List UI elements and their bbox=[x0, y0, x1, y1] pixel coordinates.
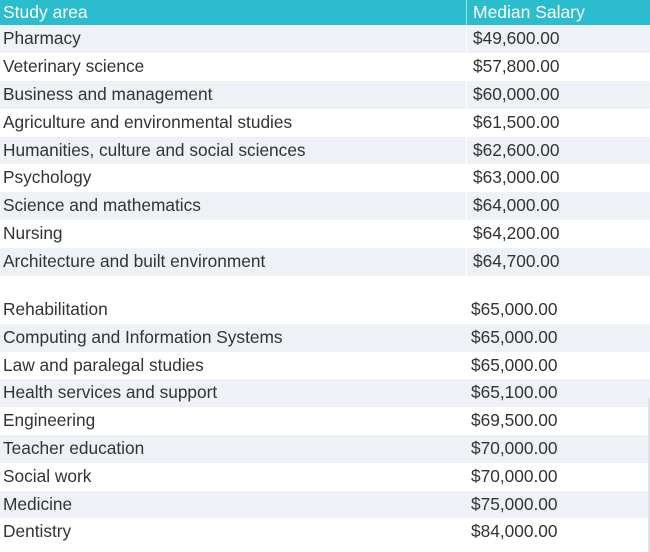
salary-cell: $64,000.00 bbox=[473, 195, 560, 216]
study-area-cell: Engineering bbox=[3, 410, 96, 431]
group-gap bbox=[0, 276, 650, 296]
salary-cell: $64,200.00 bbox=[473, 223, 560, 244]
column-divider bbox=[466, 137, 467, 165]
column-divider bbox=[466, 25, 467, 53]
study-area-cell: Nursing bbox=[3, 223, 63, 244]
salary-cell: $49,600.00 bbox=[473, 28, 560, 48]
study-area-cell: Agriculture and environmental studies bbox=[3, 111, 293, 132]
table-row bbox=[0, 379, 650, 407]
table-row bbox=[0, 164, 650, 192]
salary-cell: $70,000.00 bbox=[471, 438, 558, 458]
salary-cell: $84,000.00 bbox=[471, 521, 558, 542]
table-row bbox=[0, 435, 650, 463]
salary-cell: $61,500.00 bbox=[473, 111, 560, 132]
study-area-cell: Psychology bbox=[3, 167, 92, 188]
study-area-cell: Dentistry bbox=[3, 521, 72, 542]
table-body-group-1 bbox=[0, 25, 650, 276]
table-row bbox=[0, 518, 650, 546]
header-study-area: Study area bbox=[3, 2, 88, 22]
study-area-cell: Teacher education bbox=[3, 438, 145, 458]
study-area-cell: Humanities, culture and social sciences bbox=[3, 139, 306, 160]
salary-cell: $70,000.00 bbox=[471, 465, 558, 486]
salary-cell: $65,000.00 bbox=[471, 299, 558, 320]
salary-cell: $63,000.00 bbox=[473, 167, 560, 188]
salary-cell: $69,500.00 bbox=[471, 410, 558, 431]
table-row bbox=[0, 296, 650, 324]
study-area-cell: Science and mathematics bbox=[3, 195, 201, 216]
study-area-cell: Architecture and built environment bbox=[3, 251, 266, 272]
salary-cell: $57,800.00 bbox=[473, 55, 560, 76]
salary-cell: $65,100.00 bbox=[471, 382, 558, 403]
study-area-cell: Computing and Information Systems bbox=[3, 326, 283, 347]
table-header bbox=[0, 0, 650, 25]
study-area-cell: Medicine bbox=[3, 493, 73, 514]
table-row bbox=[0, 491, 650, 519]
header-median-salary: Median Salary bbox=[473, 2, 585, 22]
table-row bbox=[0, 220, 650, 248]
table-row bbox=[0, 248, 650, 276]
table-row bbox=[0, 81, 650, 109]
table-row bbox=[0, 463, 650, 491]
table-row bbox=[0, 407, 650, 435]
study-area-cell: Pharmacy bbox=[3, 28, 81, 48]
column-divider bbox=[466, 192, 467, 220]
study-area-cell: Business and management bbox=[3, 83, 213, 104]
table-row bbox=[0, 25, 650, 53]
table-row bbox=[0, 53, 650, 81]
column-divider bbox=[466, 81, 467, 109]
salary-cell: $64,700.00 bbox=[473, 251, 560, 272]
study-area-cell: Rehabilitation bbox=[3, 299, 108, 320]
column-divider bbox=[466, 248, 467, 276]
salary-cell: $60,000.00 bbox=[473, 83, 560, 104]
salary-cell: $62,600.00 bbox=[473, 139, 560, 160]
table-row bbox=[0, 109, 650, 137]
table-row bbox=[0, 137, 650, 165]
study-area-cell: Health services and support bbox=[3, 382, 218, 403]
study-area-cell: Social work bbox=[3, 465, 92, 486]
table-body-group-2 bbox=[0, 296, 650, 546]
salary-cell: $65,000.00 bbox=[471, 354, 558, 375]
study-area-cell: Veterinary science bbox=[3, 55, 145, 76]
table-row bbox=[0, 352, 650, 380]
header-divider bbox=[466, 0, 467, 25]
salary-cell: $75,000.00 bbox=[471, 493, 558, 514]
study-area-cell: Law and paralegal studies bbox=[3, 354, 204, 375]
table-row bbox=[0, 324, 650, 352]
salary-cell: $65,000.00 bbox=[471, 326, 558, 347]
table-row bbox=[0, 192, 650, 220]
